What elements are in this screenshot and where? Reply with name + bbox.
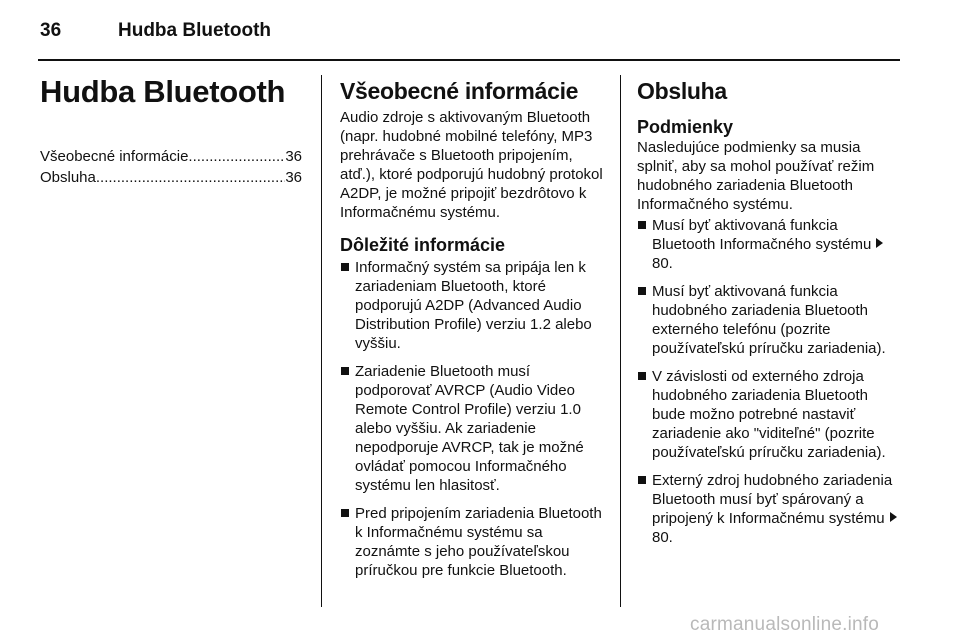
- column-operation: [637, 72, 905, 547]
- square-bullet-icon: [638, 221, 646, 229]
- square-bullet-icon: [341, 509, 349, 517]
- list-item: [340, 362, 604, 495]
- toc-leader: [188, 146, 285, 167]
- list-item-text: Pred pripojením zariadenia Bluetooth k Informačnému systému sa zoznámte s jeho používateľskou príručkou pre funkcie Bluetooth.: [355, 505, 602, 579]
- square-bullet-icon: [638, 476, 646, 484]
- list-item: [637, 282, 905, 358]
- list-item-text: Informačný systém sa pripája len k zariadeniam Bluetooth, ktoré podporujú A2DP (Advanced Audio Distribution Profile) verziu 1.2 alebo vyššiu.: [355, 259, 592, 352]
- toc-page-number: 36: [285, 169, 302, 186]
- list-item: [637, 216, 905, 273]
- intro-paragraph: Audio zdroje s aktivovaným Bluetooth (napr. hudobné mobilné telefóny, MP3 prehrávače s Bluetooth pripojením, atď.), ktoré podporujú hudobný protokol A2DP, je možné pripojiť bezdrôtovo k Informačnému systému.: [340, 109, 603, 221]
- square-bullet-icon: [638, 287, 646, 295]
- list-item-text: V závislosti od externého zdroja hudobného zariadenia Bluetooth bude možno potrebné nastaviť zariadenie ako "viditeľné" (pozrite používateľskú príručku zariadenia).: [652, 368, 886, 461]
- square-bullet-icon: [341, 367, 349, 375]
- page-reference[interactable]: 80.: [652, 529, 673, 546]
- toc-entry-general-info[interactable]: [40, 146, 302, 167]
- list-item-text: Externý zdroj hudobného zariadenia Bluetooth musí byť spárovaný a pripojený k Informačnému systému: [652, 472, 893, 527]
- watermark: carmanualsonline.info: [690, 614, 880, 635]
- list-item-text: Zariadenie Bluetooth musí podporovať AVRCP (Audio Video Remote Control Profile) verziu 1.0 alebo vyššiu. Ak zariadenie nepodporuje AVRCP, tak je možné ovládať pomocou Informačného systému len hlasitosť.: [355, 363, 584, 494]
- section-title-operation: Obsluha: [637, 78, 727, 104]
- toc-label: Obsluha: [40, 169, 96, 186]
- toc-leader: [96, 167, 285, 188]
- conditions-list: [637, 216, 905, 547]
- conditions-paragraph: Nasledujúce podmienky sa musia splniť, aby sa mohol používať režim hudobného zariadenia Bluetooth Informačného systému.: [637, 139, 875, 213]
- subsection-title-conditions: Podmienky: [637, 117, 734, 137]
- list-item-text: Musí byť aktivovaná funkcia Bluetooth Informačného systému: [652, 217, 872, 253]
- list-item: [637, 367, 905, 462]
- chapter-title: Hudba Bluetooth: [40, 74, 286, 109]
- page-reference-arrow-icon: [890, 512, 897, 522]
- list-item: [637, 471, 905, 547]
- list-item: [340, 504, 604, 580]
- subsection-title-important: Dôležité informácie: [340, 235, 506, 255]
- toc-page-number: 36: [285, 148, 302, 165]
- running-title: Hudba Bluetooth: [118, 20, 272, 41]
- column-divider-1: [321, 75, 322, 607]
- column-divider-2: [620, 75, 621, 607]
- page-header: [40, 20, 900, 46]
- column-general-info: [340, 72, 604, 580]
- page-reference[interactable]: 80.: [652, 255, 673, 272]
- page-number: 36: [40, 20, 62, 41]
- list-item-text: Musí byť aktivovaná funkcia hudobného zariadenia Bluetooth externého telefónu (pozrite používateľskú príručku zariadenia).: [652, 283, 886, 357]
- list-item: [340, 258, 604, 353]
- page-reference-arrow-icon: [876, 238, 883, 248]
- column-toc: [40, 72, 302, 188]
- square-bullet-icon: [638, 372, 646, 380]
- important-list: [340, 258, 604, 580]
- header-rule: [38, 59, 900, 61]
- toc-entry-operation[interactable]: [40, 167, 302, 188]
- square-bullet-icon: [341, 263, 349, 271]
- section-title-general-info: Všeobecné informácie: [340, 78, 579, 104]
- toc-label: Všeobecné informácie: [40, 148, 189, 165]
